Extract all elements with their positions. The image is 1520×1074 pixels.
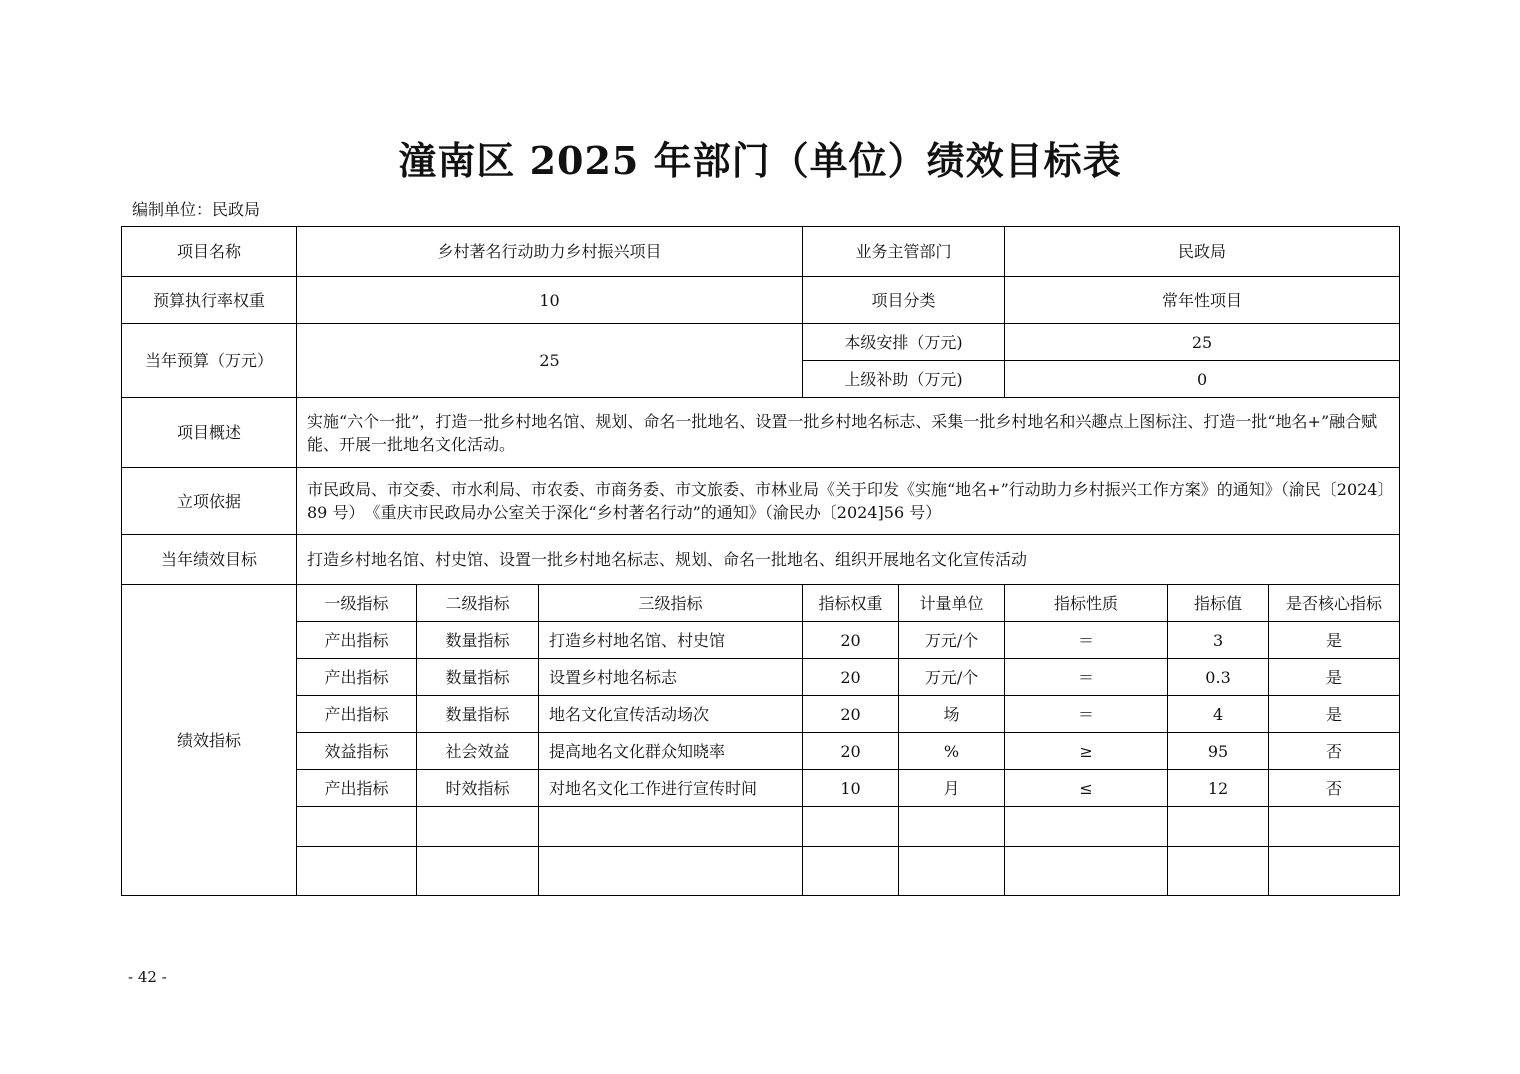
indicator-level3: 对地名文化工作进行宣传时间 (539, 770, 803, 807)
indicator-level1: 产出指标 (297, 696, 417, 733)
superior-subsidy-value: 0 (1005, 361, 1400, 398)
indicator-weight: 20 (803, 733, 899, 770)
indicator-unit: 场 (899, 696, 1005, 733)
indicator-unit: 万元/个 (899, 622, 1005, 659)
indicator-value: 0.3 (1168, 659, 1269, 696)
indicator-row (122, 622, 1400, 659)
table-row (122, 227, 1400, 277)
project-name-value: 乡村著名行动助力乡村振兴项目 (297, 227, 803, 277)
indicator-weight: 20 (803, 696, 899, 733)
category-value: 常年性项目 (1005, 277, 1400, 324)
header-cell: 二级指标 (417, 585, 539, 622)
superior-subsidy-label: 上级补助（万元) (803, 361, 1005, 398)
indicator-row (122, 696, 1400, 733)
performance-target-table (121, 226, 1400, 896)
category-label: 项目分类 (803, 277, 1005, 324)
indicator-level1: 效益指标 (297, 733, 417, 770)
table-row (122, 398, 1400, 468)
indicator-core: 是 (1269, 696, 1400, 733)
indicator-weight: 20 (803, 622, 899, 659)
header-cell: 指标性质 (1005, 585, 1168, 622)
indicators-label: 绩效指标 (122, 585, 297, 896)
overview-text: 实施“六个一批”，打造一批乡村地名馆、规划、命名一批地名、设置一批乡村地名标志、采集一批乡村地名和兴趣点上图标注、打造一批“地名+”融合赋能、开展一批地名文化活动。 (297, 398, 1400, 468)
indicator-weight: 10 (803, 770, 899, 807)
indicator-value: 95 (1168, 733, 1269, 770)
header-cell: 一级指标 (297, 585, 417, 622)
indicator-unit: 万元/个 (899, 659, 1005, 696)
indicator-nature: ＝ (1005, 696, 1168, 733)
indicator-unit: % (899, 733, 1005, 770)
page-number: - 42 - (128, 968, 167, 986)
indicator-unit: 月 (899, 770, 1005, 807)
indicator-row (122, 733, 1400, 770)
empty-row (122, 807, 1400, 847)
table-row (122, 535, 1400, 585)
header-cell: 是否核心指标 (1269, 585, 1400, 622)
indicator-level1: 产出指标 (297, 770, 417, 807)
header-cell: 计量单位 (899, 585, 1005, 622)
indicator-nature: ＝ (1005, 622, 1168, 659)
indicator-level2: 数量指标 (417, 659, 539, 696)
indicator-core: 是 (1269, 622, 1400, 659)
table-row (122, 468, 1400, 535)
page-title: 潼南区 2025 年部门（单位）绩效目标表 (398, 138, 1122, 183)
header-cell: 三级指标 (539, 585, 803, 622)
basis-label: 立项依据 (122, 468, 297, 535)
indicator-level1: 产出指标 (297, 659, 417, 696)
indicator-weight: 20 (803, 659, 899, 696)
indicator-header-row (122, 585, 1400, 622)
header-cell: 指标值 (1168, 585, 1269, 622)
indicator-level3: 地名文化宣传活动场次 (539, 696, 803, 733)
indicator-value: 12 (1168, 770, 1269, 807)
dept-label: 业务主管部门 (803, 227, 1005, 277)
overview-label: 项目概述 (122, 398, 297, 468)
indicator-level2: 数量指标 (417, 696, 539, 733)
goal-label: 当年绩效目标 (122, 535, 297, 585)
indicator-level2: 数量指标 (417, 622, 539, 659)
budget-value: 25 (297, 324, 803, 398)
indicator-nature: ≤ (1005, 770, 1168, 807)
project-name-label: 项目名称 (122, 227, 297, 277)
exec-weight-value: 10 (297, 277, 803, 324)
indicator-level3: 提高地名文化群众知晓率 (539, 733, 803, 770)
indicator-nature: ≥ (1005, 733, 1168, 770)
indicator-level1: 产出指标 (297, 622, 417, 659)
indicator-level3: 设置乡村地名标志 (539, 659, 803, 696)
indicator-level3: 打造乡村地名馆、村史馆 (539, 622, 803, 659)
table-row (122, 324, 1400, 361)
empty-row (122, 847, 1400, 896)
indicator-row (122, 770, 1400, 807)
dept-value: 民政局 (1005, 227, 1400, 277)
local-budget-label: 本级安排（万元) (803, 324, 1005, 361)
indicator-level2: 时效指标 (417, 770, 539, 807)
budget-label: 当年预算（万元） (122, 324, 297, 398)
indicator-value: 4 (1168, 696, 1269, 733)
indicator-value: 3 (1168, 622, 1269, 659)
indicator-core: 否 (1269, 733, 1400, 770)
basis-text: 市民政局、市交委、市水利局、市农委、市商务委、市文旅委、市林业局《关于印发《实施“地名+”行动助力乡村振兴工作方案》的通知》（渝民〔2024〕89 号） 《重庆市民政局办公室关于深化“乡村著名行动”的通知》（渝民办〔2024]56 号） (297, 468, 1400, 535)
indicator-core: 是 (1269, 659, 1400, 696)
header-cell: 指标权重 (803, 585, 899, 622)
indicator-nature: ＝ (1005, 659, 1168, 696)
indicator-row (122, 659, 1400, 696)
indicator-core: 否 (1269, 770, 1400, 807)
goal-text: 打造乡村地名馆、村史馆、设置一批乡村地名标志、规划、命名一批地名、组织开展地名文化宣传活动 (297, 535, 1400, 585)
exec-weight-label: 预算执行率权重 (122, 277, 297, 324)
local-budget-value: 25 (1005, 324, 1400, 361)
table-row (122, 277, 1400, 324)
compiling-unit: 编制单位：民政局 (132, 200, 261, 219)
indicator-level2: 社会效益 (417, 733, 539, 770)
